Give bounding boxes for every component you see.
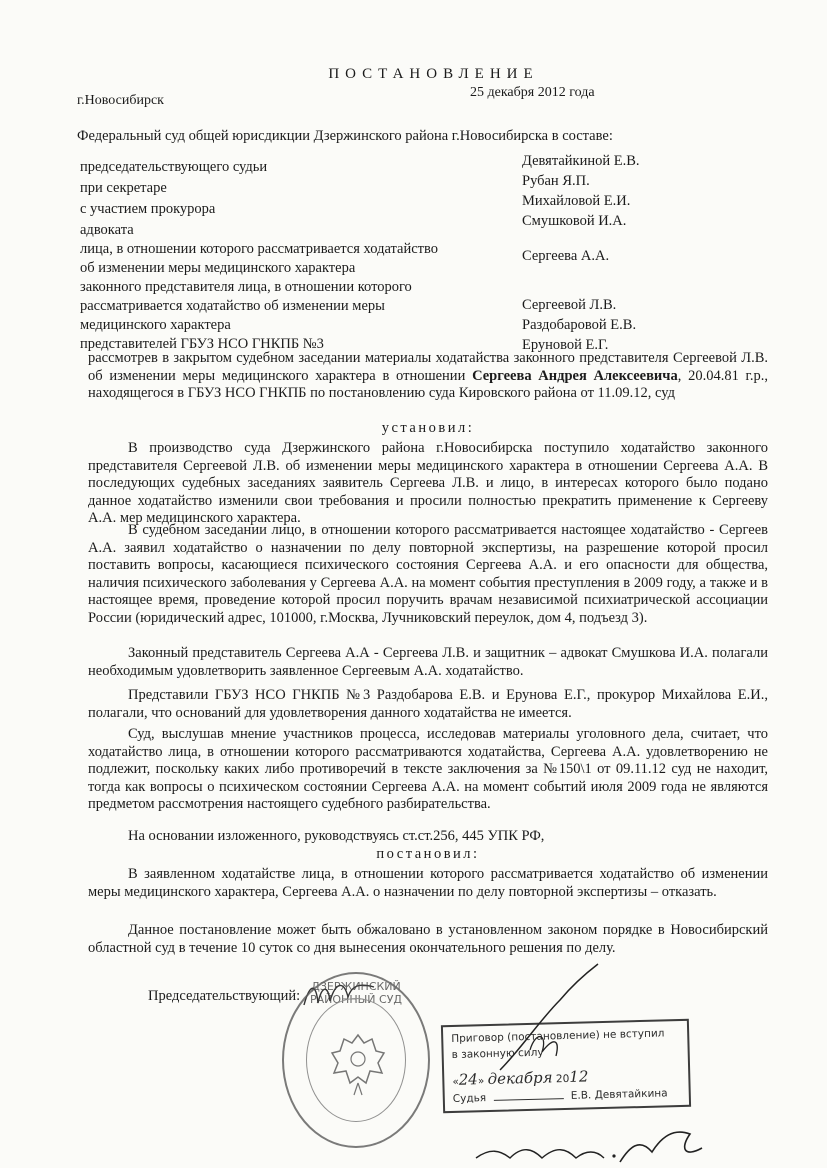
eagle-emblem-icon [326,1029,390,1099]
stamp-date-month: декабря [487,1068,553,1089]
court-line: Федеральный суд общей юрисдикции Дзержинского района г.Новосибирска в составе: [77,128,613,144]
signature-label: Председательствующий: [148,988,301,1004]
role-legal-rep-cont2: медицинского характера [80,317,231,333]
intro-paragraph [88,350,768,403]
paragraph-5: Суд, выслушав мнение участников процесса, исследовав материалы уголовного дела, считает, что ходатайство лица, в отношении которого рассматриваются ходатайства, Сергеева А.А. удовлетворению не подлежит, поскольку каких либо противоречий в тексте заключения за №150\1 от 09.11.12 суд не находит, тогда как вопросы о психическом состоянии Сергеева А.А. на момент событий июля 2009 года не являются предметом рассмотрения настоящего судебного разбирательства. [88,726,768,812]
stamp-date-day: 24 [458,1070,479,1089]
name-person: Сергеева А.А. [522,248,610,264]
name-prosecutor: Михайловой Е.И. [522,193,631,209]
intro-defendant-name: Сергеева Андрея Алексеевича [472,367,678,384]
role-prosecutor: с участием прокурора [80,201,216,217]
document-date: 25 декабря 2012 года [470,85,595,100]
stamp-date: «24» декабря 2012 [452,1067,589,1089]
basis-line: На основании изложенного, руководствуясь ст.ст.256, 445 УПК РФ, [128,828,545,844]
document-title: ПОСТАНОВЛЕНИЕ [328,66,539,82]
stamp-date-year-prefix: 20 [555,1072,570,1086]
legal-force-stamp [441,1019,691,1113]
name-rep-2: Еруновой Е.Г. [522,337,609,353]
intro-text-1: рассмотрев в закрытом судебном заседании материалы ходатайства законного представителя Сергеевой Л.В. об изменении меры медицинского характера в отношении [88,350,768,384]
role-advocate: адвоката [80,222,134,238]
heading-postanovil: постановил: [376,846,480,862]
name-rep-1: Раздобаровой Е.В. [522,317,637,333]
resolution-2: Данное постановление может быть обжаловано в установленном законом порядке в Новосибирский областной суд в течение 10 суток со дня вынесения окончательного решения по делу. [88,922,768,956]
paragraph-1: В производство суда Дзержинского района г.Новосибирска поступило ходатайство законного представителя Сергеевой Л.В. об изменении меры медицинского характера в отношении Сергеева А.А. В последующих судебных заседаниях заявитель Сергеева Л.В. и лицо, в интересах которого было подано данное ходатайство изменили свои требования и просили полностью прекратить применение к Сергееву А.А. мер медицинского характера. [88,440,768,526]
paragraph-3: Законный представитель Сергеева А.А - Сергеева Л.В. и защитник – адвокат Смушкова И.А. полагали необходимым удовлетворить заявленное Сергеевым А.А. ходатайство. [88,645,768,679]
name-secretary: Рубан Я.П. [522,173,590,189]
name-advocate: Смушковой И.А. [522,213,627,229]
document-city: г.Новосибирск [77,93,164,108]
role-hospital-reps: представителей ГБУЗ НСО ГНКПБ №3 [80,336,324,352]
court-seal [282,972,430,1148]
name-judge: Девятайкиной Е.В. [522,153,640,169]
certification-signature [470,1118,720,1168]
stamp-judge [453,1087,668,1105]
stamp-signature-line [494,1098,564,1101]
stamp-line-2: в законную силу [451,1046,544,1061]
paragraph-2: В судебном заседании лицо, в отношении которого рассматривается настоящее ходатайство - Сергеев А.А. заявил ходатайство о назначении по делу повторной экспертизы, на разрешение которой просил поставить вопросы, касающиеся психического состояния Сергеева А.А. и его опасности для общества, наличия психического заболевания у Сергеева А.А. на момент события преступления в 2009 году, а также и в настоящее время, проведение которой просил поручить врачам независимой психиатрической ассоциации России (юридический адрес, 101000, г.Москва, Лучниковский переулок, дом 4, подъезд 3). [88,522,768,626]
seal-ring-text: ДЗЕРЖИНСКИЙ РАЙОННЫЙ СУД [310,980,402,1006]
role-person-cont: об изменении меры медицинского характера [80,260,356,276]
heading-ustanovil: установил: [381,420,475,436]
role-legal-rep: законного представителя лица, в отношении которого [80,279,412,295]
intro-text-2: , 20.04.81 г.р., находящегося в ГБУЗ НСО ГНКПБ по постановлению суда Кировского района от 11.09.12, суд [88,367,768,401]
role-legal-rep-cont: рассматривается ходатайство об изменении меры [80,298,385,314]
stamp-judge-label: Судья [452,1092,487,1105]
resolution-1: В заявленном ходатайстве лица, в отношении которого рассматривается ходатайство об изменении меры медицинского характера, Сергеева А.А. о назначении по делу повторной экспертизы – отказать. [88,866,768,900]
role-judge: председательствующего судьи [80,159,268,175]
name-legal-rep: Сергеевой Л.В. [522,297,617,313]
stamp-date-year: 12 [569,1067,589,1086]
role-secretary: при секретаре [80,180,167,196]
stamp-judge-name: Е.В. Девятайкина [570,1087,668,1102]
paragraph-4: Представили ГБУЗ НСО ГНКПБ №3 Раздобарова Е.В. и Ерунова Е.Г., прокурор Михайлова Е.И., полагали, что оснований для удовлетворения данного ходатайства не имеется. [88,687,768,721]
role-person: лица, в отношении которого рассматривается ходатайство [80,241,438,257]
stamp-line-1: Приговор (постановление) не вступил [451,1027,665,1045]
